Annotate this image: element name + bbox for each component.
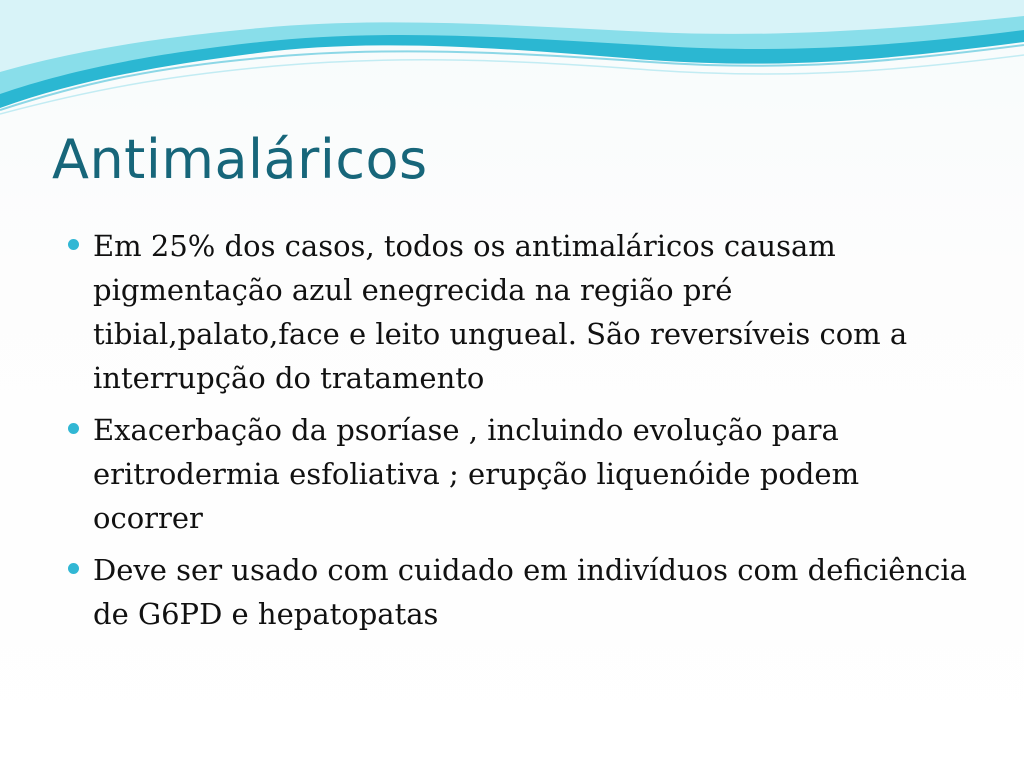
slide-title: Antimaláricos (52, 128, 428, 191)
bullet-text-3: Deve ser usado com cuidado em indivíduos com deficiência de G6PD e hepatopatas (93, 553, 967, 631)
bullet-dot-icon (68, 563, 79, 574)
bullet-text-2: Exacerbação da psoríase , incluindo evolução para eritrodermia esfoliativa ; erupção liquenóide podem ocorrer (93, 413, 860, 535)
bullet-dot-icon (68, 239, 79, 250)
bullet-text-1: Em 25% dos casos, todos os antimaláricos causam pigmentação azul enegrecida na região pré tibial,palato,face e leito ungueal. São reversíveis com a interrupção do tratamento (93, 229, 908, 395)
bullet-item-3 (68, 548, 968, 636)
bullet-list (68, 224, 968, 644)
decorative-wave-header (0, 0, 1024, 120)
bullet-dot-icon (68, 423, 79, 434)
bullet-item-1 (68, 224, 968, 400)
bullet-item-2 (68, 408, 968, 540)
